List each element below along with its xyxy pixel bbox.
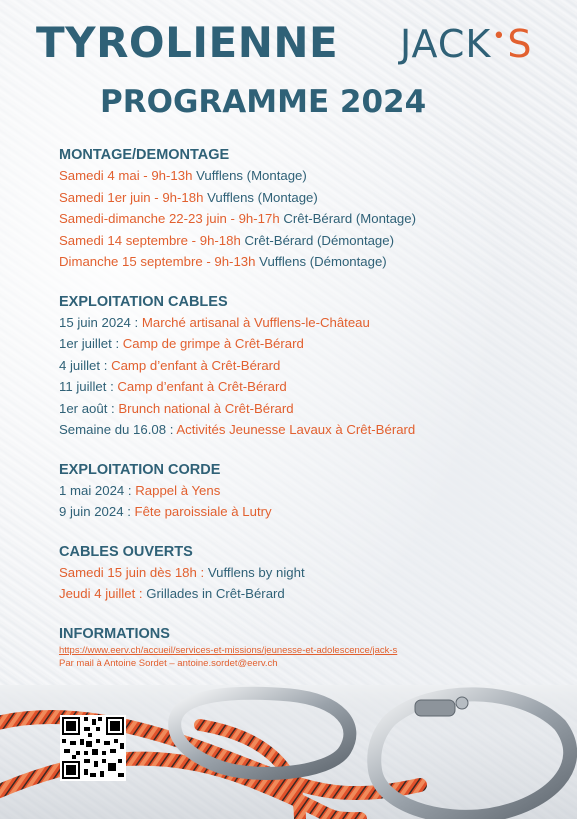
montage-item: Samedi 14 septembre - 9h-18h Crêt-Bérard (Démontage): [59, 232, 394, 248]
cables-item: 1er août : Brunch national à Crêt-Bérard: [59, 400, 294, 416]
program-content: [59, 145, 559, 670]
jacks-logo: JACK•S: [400, 22, 533, 66]
cables-item: 4 juillet : Camp d’enfant à Crêt-Bérard: [59, 357, 281, 373]
section-title-cables: EXPLOITATION CABLES: [59, 293, 228, 310]
cables-item: 11 juillet : Camp d’enfant à Crêt-Bérard: [59, 379, 287, 394]
qr-code: [60, 715, 126, 781]
cables-item: 1er juillet : Camp de grimpe à Crêt-Bérard: [59, 336, 304, 351]
section-title-montage: MONTAGE/DEMONTAGE: [59, 147, 230, 163]
section-title-ouverts: CABLES OUVERTS: [59, 543, 193, 560]
info-link[interactable]: https://www.eerv.ch/accueil/services-et-missions/jeunesse-et-adolescence/jack-s: [59, 644, 398, 656]
ouverts-item: Samedi 15 juin dès 18h : Vufflens by night: [59, 564, 305, 580]
corde-item: 9 juin 2024 : Fête paroissiale à Lutry: [59, 504, 272, 519]
montage-item: Samedi 1er juin - 9h-18h Vufflens (Montage): [59, 189, 318, 205]
cables-item: 15 juin 2024 : Marché artisanal à Vufflens-le-Château: [59, 314, 370, 330]
corde-item: 1 mai 2024 : Rappel à Yens: [59, 482, 221, 498]
cables-item: Semaine du 16.08 : Activités Jeunesse Lavaux à Crêt-Bérard: [59, 422, 416, 437]
montage-item: Dimanche 15 septembre - 9h-13h Vufflens (Démontage): [59, 254, 387, 269]
info-mail[interactable]: Par mail à Antoine Sordet – antoine.sordet@eerv.ch: [59, 657, 278, 669]
poster-subtitle: PROGRAMME 2024: [100, 84, 427, 120]
montage-item: Samedi 4 mai - 9h-13h Vufflens (Montage): [59, 168, 307, 183]
ouverts-item: Jeudi 4 juillet : Grillades in Crêt-Bérard: [59, 586, 285, 601]
montage-item: Samedi-dimanche 22-23 juin - 9h-17h Crêt-Bérard (Montage): [59, 211, 416, 226]
poster-title: TYROLIENNE: [36, 18, 339, 67]
section-title-corde: EXPLOITATION CORDE: [59, 461, 221, 478]
section-title-info: INFORMATIONS: [59, 625, 170, 642]
